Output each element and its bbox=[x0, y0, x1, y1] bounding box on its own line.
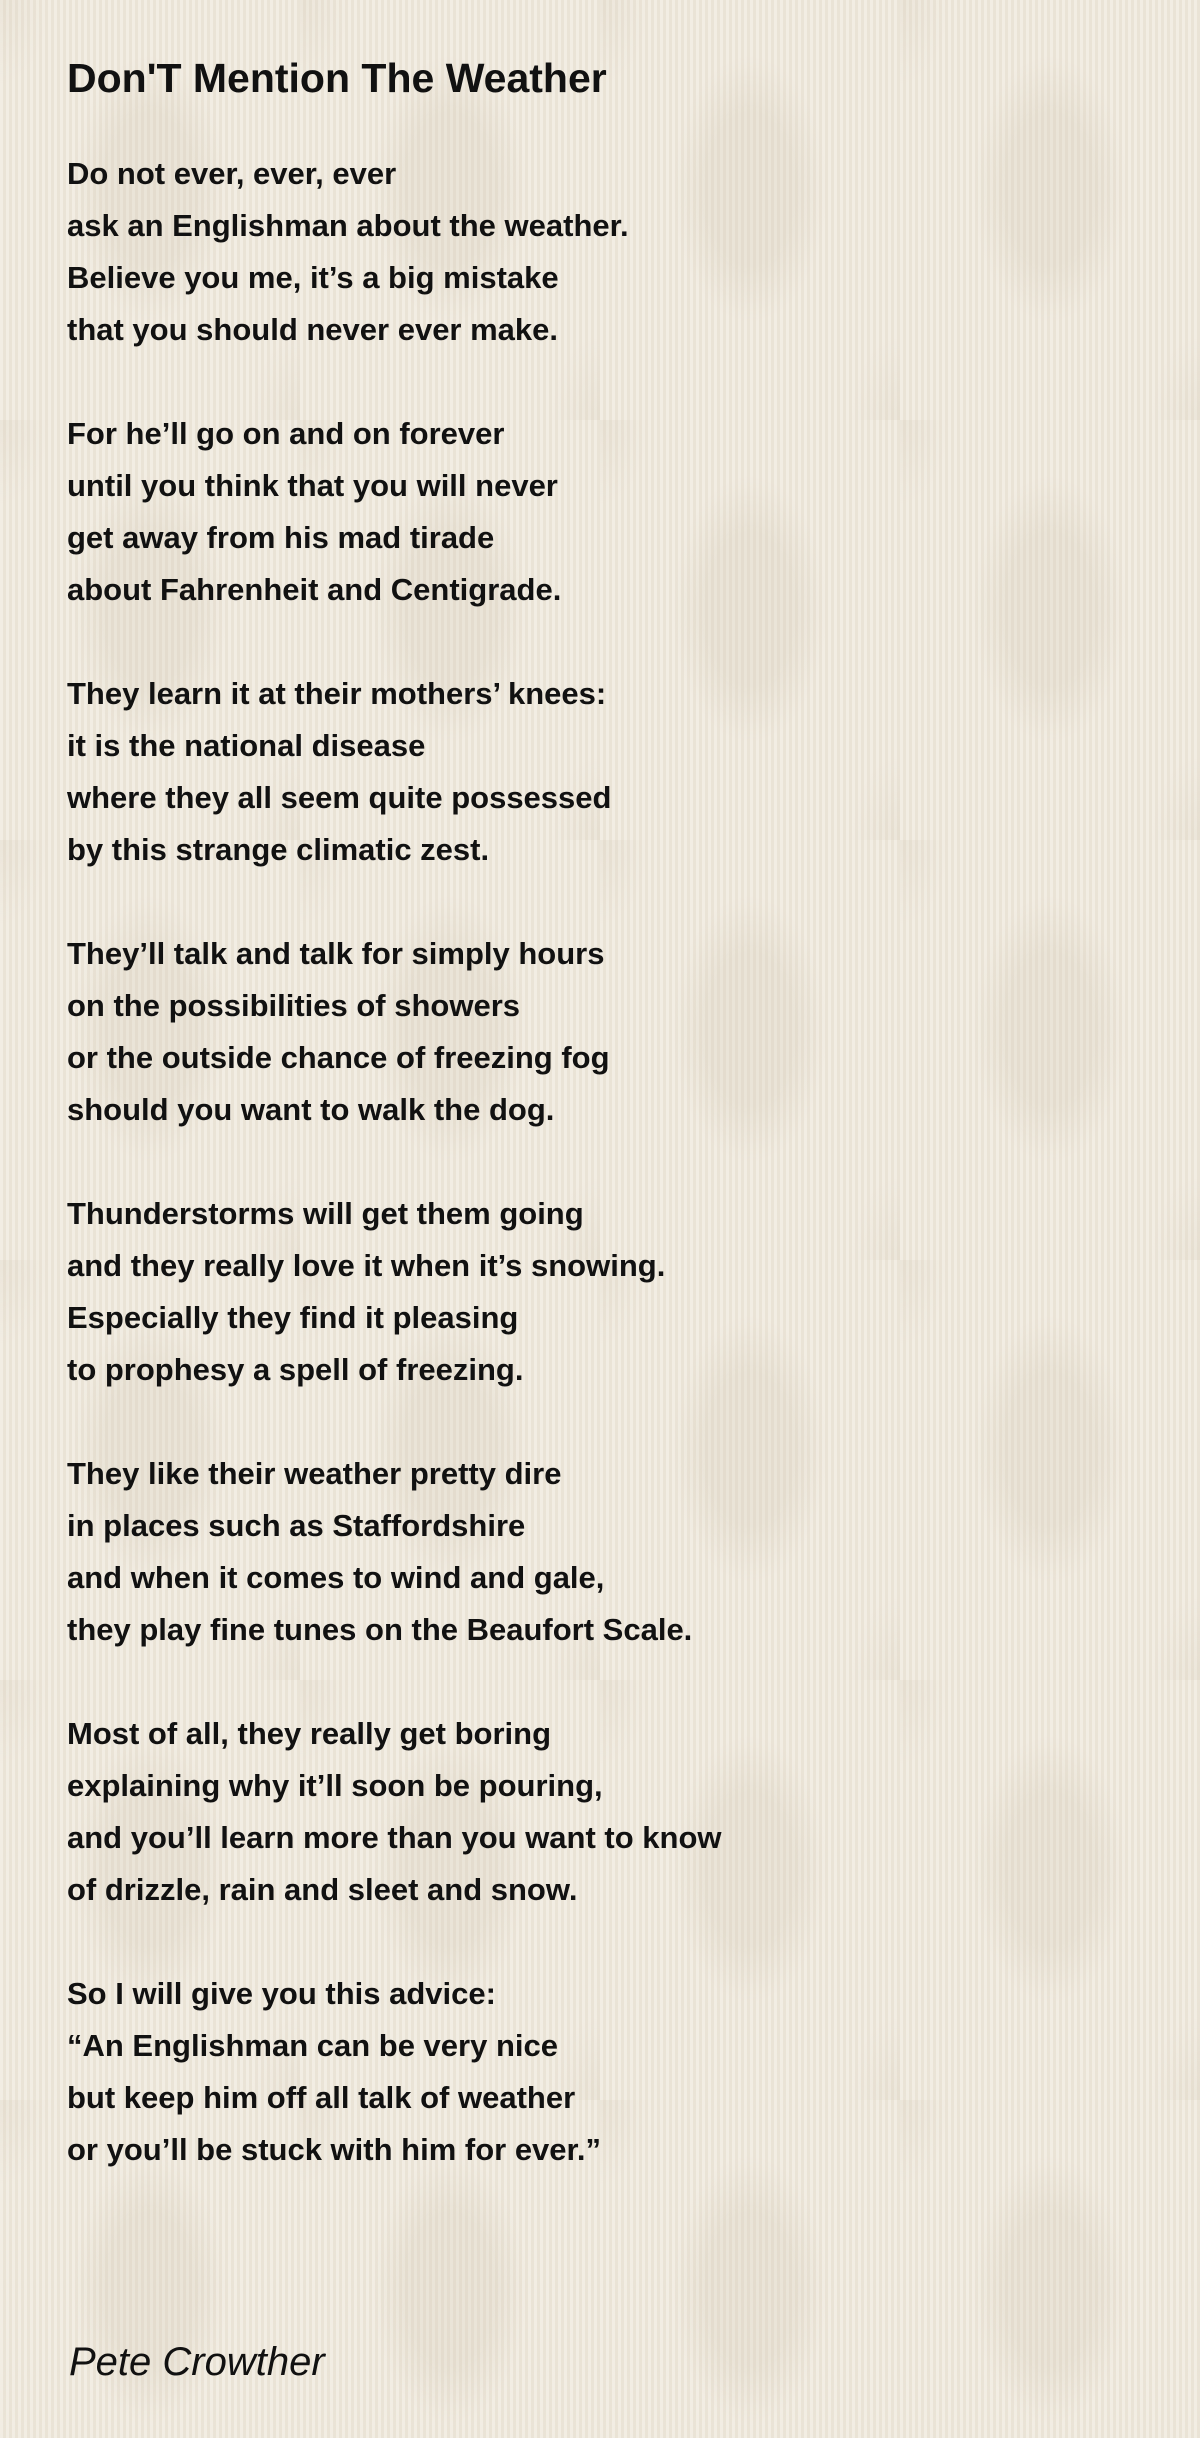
poem-title: Don'T Mention The Weather bbox=[67, 55, 607, 101]
poem-line: they play fine tunes on the Beaufort Scale. bbox=[67, 1612, 693, 1647]
poem-line: and you’ll learn more than you want to know bbox=[67, 1820, 722, 1855]
poem-line: and when it comes to wind and gale, bbox=[67, 1560, 605, 1595]
poem-line: until you think that you will never bbox=[67, 468, 558, 503]
poem-author: Pete Crowther bbox=[69, 2340, 325, 2384]
stanza-3 bbox=[67, 668, 1147, 876]
poem-line: and they really love it when it’s snowing. bbox=[67, 1248, 666, 1283]
stanza-4 bbox=[67, 928, 1147, 1136]
poem-page bbox=[67, 0, 1147, 2438]
poem-line: “An Englishman can be very nice bbox=[67, 2028, 558, 2063]
poem-line: or you’ll be stuck with him for ever.” bbox=[67, 2132, 602, 2167]
poem-line: but keep him off all talk of weather bbox=[67, 2080, 576, 2115]
stanza-5 bbox=[67, 1188, 1147, 1396]
poem-line: They learn it at their mothers’ knees: bbox=[67, 676, 607, 711]
stanza-8 bbox=[67, 1968, 1147, 2176]
poem-line: They like their weather pretty dire bbox=[67, 1456, 562, 1491]
poem-line: explaining why it’ll soon be pouring, bbox=[67, 1768, 603, 1803]
poem-line: So I will give you this advice: bbox=[67, 1976, 496, 2011]
poem-line: by this strange climatic zest. bbox=[67, 832, 490, 867]
poem-line: Most of all, they really get boring bbox=[67, 1716, 552, 1751]
poem-line: Thunderstorms will get them going bbox=[67, 1196, 584, 1231]
poem-line: They’ll talk and talk for simply hours bbox=[67, 936, 605, 971]
poem-line: where they all seem quite possessed bbox=[67, 780, 612, 815]
stanza-7 bbox=[67, 1708, 1147, 1916]
poem-line: that you should never ever make. bbox=[67, 312, 559, 347]
poem-line: or the outside chance of freezing fog bbox=[67, 1040, 610, 1075]
poem-line: get away from his mad tirade bbox=[67, 520, 495, 555]
stanza-2 bbox=[67, 408, 1147, 616]
poem-line: to prophesy a spell of freezing. bbox=[67, 1352, 524, 1387]
poem-line: in places such as Staffordshire bbox=[67, 1508, 526, 1543]
poem-line: it is the national disease bbox=[67, 728, 426, 763]
poem-line: Do not ever, ever, ever bbox=[67, 156, 397, 191]
poem-line: should you want to walk the dog. bbox=[67, 1092, 555, 1127]
poem-line: Especially they find it pleasing bbox=[67, 1300, 519, 1335]
stanza-1 bbox=[67, 148, 1147, 356]
poem-line: on the possibilities of showers bbox=[67, 988, 521, 1023]
poem-line: Believe you me, it’s a big mistake bbox=[67, 260, 559, 295]
poem-line: For he’ll go on and on forever bbox=[67, 416, 505, 451]
poem-line: ask an Englishman about the weather. bbox=[67, 208, 629, 243]
poem-line: about Fahrenheit and Centigrade. bbox=[67, 572, 562, 607]
stanza-6 bbox=[67, 1448, 1147, 1656]
poem-body bbox=[67, 148, 1147, 2228]
poem-line: of drizzle, rain and sleet and snow. bbox=[67, 1872, 578, 1907]
